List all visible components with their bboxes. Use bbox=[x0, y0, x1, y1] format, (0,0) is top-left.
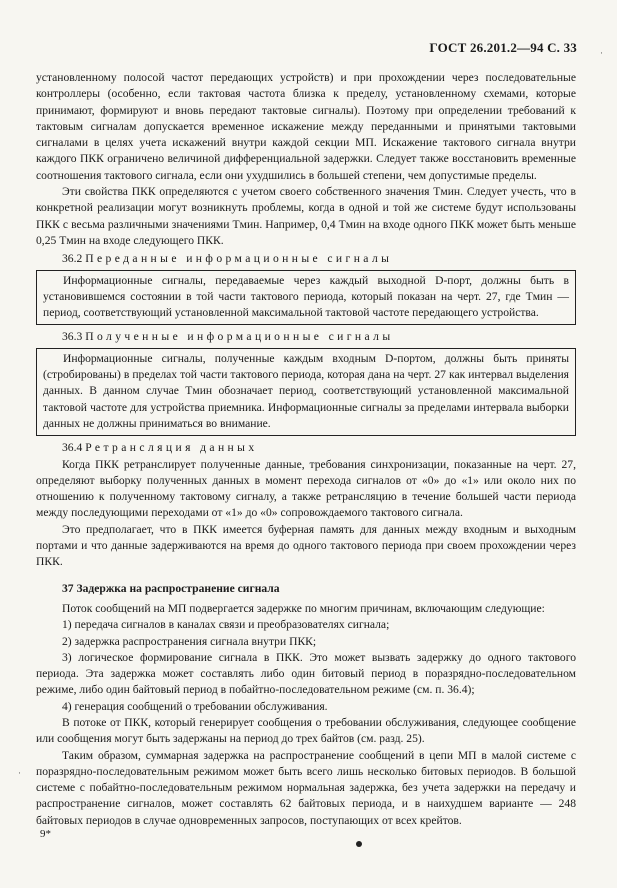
delay-causes-list bbox=[36, 617, 576, 715]
intro-paragraph-2: Эти свойства ПКК определяются с учетом своего собственного значения Tмин. Следует учесть, что в конкретной реализации могут возникнуть проблемы, когда в одной и той же системе будут использованы ПКК с весьма различными значениями Tмин. Например, 0,4 Tмин на входе одного ПКК может быть меньше 0,25 Tмин на входе следующего ПКК. bbox=[36, 185, 576, 247]
section-36-4-paragraph-2: Это предполагает, что в ПКК имеется буферная память для данных между входным и выходным портами и что данные задерживаются на время до одного тактового периода при своем прохождении через ПКК. bbox=[36, 522, 576, 569]
section-number: 36.2 bbox=[62, 252, 83, 266]
signature-mark: 9* bbox=[40, 828, 51, 840]
section-37-paragraph-3: Таким образом, суммарная задержка на распространение сообщений в цепи МП в малой системе с поразрядно-последовательным режимом может быть всего лишь несколько битовых периодов. В большой системе с побайтно-последовательным режимом нормальная задержка, без учета задержки на передачу и распространение сигналов, может составлять 62 байтовых периода, и в наихудшем варианте — 248 байтовых периодов в случае одновременных запросов, поступающих от всех крейтов. bbox=[36, 748, 576, 827]
section-37-intro: Поток сообщений на МП подвергается задержке по многим причинам, включающим следующие: bbox=[62, 601, 545, 615]
intro-paragraph-1: установленному полосой частот передающих устройств) и при прохождении через последовательные контроллеры (особенно, если тактовая частота близка к пределу, установленному схемами, которые принимают, формируют и вновь передают тактовые сигналы). Поэтому при определении требований к тактовым сигналам допускается временное искажение между переданными и принятыми тактовыми сигналами в целях учета искажений внутри каждой секции МП. Искажение тактового сигнала внутри каждого ПКК ограничено величиной дифференциальной задержки. Следует также восстановить временные соотношения тактового сигнала, если они ухудшились в большей степени, чем допустимые пределы. bbox=[36, 71, 576, 182]
box-text: Информационные сигналы, полученные каждым входным D-портом, должны быть приняты (стробированы) в пределах той части тактового периода, которая дана на черт. 27 как интервал выделения данных. В данном случае Tмин обозначает период, соответствующий установленной максимальной тактовой частоте для устройства приемника. Информационные сигналы за пределами интервала выборки данных не должны приниматься во внимание. bbox=[43, 351, 569, 430]
section-number: 36.3 bbox=[62, 330, 83, 344]
section-37-heading: 37 Задержка на распространение сигнала bbox=[62, 581, 280, 595]
list-item: 4) генерация сообщений о требовании обслуживания. bbox=[62, 699, 328, 713]
list-item: 3) логическое формирование сигнала в ПКК. Это может вызвать задержку до одного тактового периода. Эта задержка может составлять либо один битовый период в поразрядно-последовательном режиме, либо один байтовый период в побайтно-последовательном режиме (см. п. 36.4); bbox=[36, 650, 576, 697]
requirement-box-36-2 bbox=[36, 270, 576, 326]
scan-speck: · bbox=[600, 48, 603, 58]
scan-speck: · bbox=[18, 768, 21, 778]
list-item: 1) передача сигналов в каналах связи и преобразователях сигнала; bbox=[62, 618, 390, 632]
list-item: 2) задержка распространения сигнала внутри ПКК; bbox=[62, 634, 317, 648]
page-body bbox=[36, 70, 576, 829]
running-header: ГОСТ 26.201.2—94 С. 33 bbox=[429, 40, 577, 55]
section-37-paragraph-2: В потоке от ПКК, который генерирует сообщения о требовании обслуживания, следующее сообщение или сообщения могут быть задержаны на период до трех байтов (см. разд. 25). bbox=[36, 715, 576, 746]
section-36-4-heading bbox=[36, 440, 576, 456]
section-title: Переданные информационные сигналы bbox=[85, 252, 393, 266]
section-title: Полученные информационные сигналы bbox=[85, 330, 394, 344]
section-number: 36.4 bbox=[62, 441, 83, 455]
section-36-3-heading bbox=[36, 329, 576, 345]
page-dot bbox=[356, 841, 362, 847]
section-36-4-paragraph-1: Когда ПКК ретранслирует полученные данные, требования синхронизации, показанные на черт. 27, определяют выборку полученных данных в момент перехода сигналов от «0» до «1» или около них по отношению к полученному тактовому сигналу, а также ретрансляцию в течение большей части периода между последующими переходами от «1» до «0» сопровождаемого тактового сигнала. bbox=[36, 457, 576, 520]
section-36-2-heading bbox=[36, 251, 576, 267]
box-text: Информационные сигналы, передаваемые через каждый выходной D-порт, должны быть в установившемся состоянии в той части тактового периода, который показан на черт. 27, где Tмин — период, соответствующий установленной максимальной тактовой частоте передающего устройства. bbox=[43, 273, 569, 320]
section-title: Ретрансляция данных bbox=[85, 441, 258, 455]
requirement-box-36-3 bbox=[36, 348, 576, 436]
